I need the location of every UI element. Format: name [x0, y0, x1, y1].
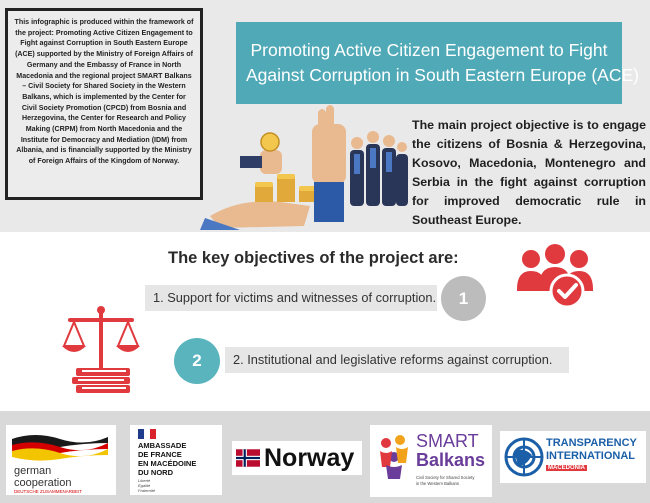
smart-logo-line-1: SMART: [416, 431, 479, 451]
france-logo-line-2: DE FRANCE: [138, 450, 182, 459]
france-logo-line-6: Égalité: [138, 483, 151, 488]
france-logo-line-7: Fraternité: [138, 488, 156, 493]
ti-logo-line-1: TRANSPARENCY: [546, 437, 637, 449]
objective-1-bar: 1. Support for victims and witnesses of corruption.: [145, 285, 437, 311]
people-check-icon: [517, 243, 593, 309]
smart-logo-line-2: Balkans: [416, 450, 486, 470]
german-logo-line-1: german: [14, 465, 52, 477]
globe-icon: [504, 437, 544, 477]
france-logo-line-1: AMBASSADE: [138, 441, 187, 450]
german-cooperation-logo: [6, 425, 116, 495]
objective-2-bar: 2. Institutional and legislative reforms against corruption.: [225, 347, 569, 373]
norway-logo: [232, 441, 362, 475]
objective-1-number: 1: [441, 276, 486, 321]
smart-balkans-logo: [370, 425, 492, 497]
german-flag-wave-icon: [10, 431, 110, 463]
smart-balkans-people-icon: [376, 433, 412, 481]
objective-2-number: 2: [174, 338, 220, 384]
ti-logo-line-2: INTERNATIONAL: [546, 450, 636, 462]
ti-logo-line-3: MACEDONIA: [548, 465, 585, 471]
transparency-international-logo: [500, 431, 646, 483]
title-line-1: Promoting Active Citizen Engagement to Fight: [250, 40, 608, 60]
france-logo-line-3: EN MACÉDOINE: [138, 459, 197, 468]
title-banner: [236, 22, 639, 104]
norwegian-flag-icon: [236, 449, 260, 467]
handshake-bribe-illustration: [200, 98, 410, 230]
smart-logo-line-4: in the Western Balkans: [416, 481, 459, 486]
german-logo-line-2: cooperation: [14, 477, 72, 489]
ambassade-france-logo: [130, 425, 222, 495]
project-info-text: This infographic is produced within the framework of the project: Promoting Active Citizen Engagement to Fight against Corruption in South Eastern Europe (ACE) supported by the Ministry of Foreign Affairs of Germany and the Embassy of France in North Macedonia and the regional project SMART Balkans – Civil Society for Shared Society in the Western Balkans, which is implemented by the Center for Civil Society Promotion (CPCD) from Bosnia and Herzegovina, the Center for Research and Policy Making (CRPM) from North Macedonia and the Institute for Democracy and Mediation (IDM) from Albania, and is financially supported by the Ministry of Foreign Affairs of the Kingdom of Norway.: [14, 18, 194, 166]
title-line-2: Against Corruption in South Eastern Europe (ACE): [246, 65, 639, 85]
french-flag-icon: [138, 429, 156, 439]
norway-logo-text: Norway: [264, 444, 355, 472]
partner-logos-strip: [0, 411, 650, 503]
france-logo-line-5: Liberté: [138, 478, 151, 483]
smart-logo-line-3: Civil Society for Shared Society: [416, 475, 475, 480]
project-info-box: [5, 8, 203, 200]
scales-of-justice-icon: [62, 304, 140, 394]
key-objectives-heading: The key objectives of the project are:: [168, 249, 459, 267]
france-logo-line-4: DU NORD: [138, 468, 173, 477]
german-logo-line-3: DEUTSCHE ZUSAMMENARBEIT: [14, 489, 83, 494]
main-objective-text: The main project objective is to engage the citizens of Bosnia & Herzegovina, Kosovo, Macedonia, Montenegro and Serbia in the fight against corruption for improved democratic rule in Southeast Europe.: [412, 118, 646, 227]
